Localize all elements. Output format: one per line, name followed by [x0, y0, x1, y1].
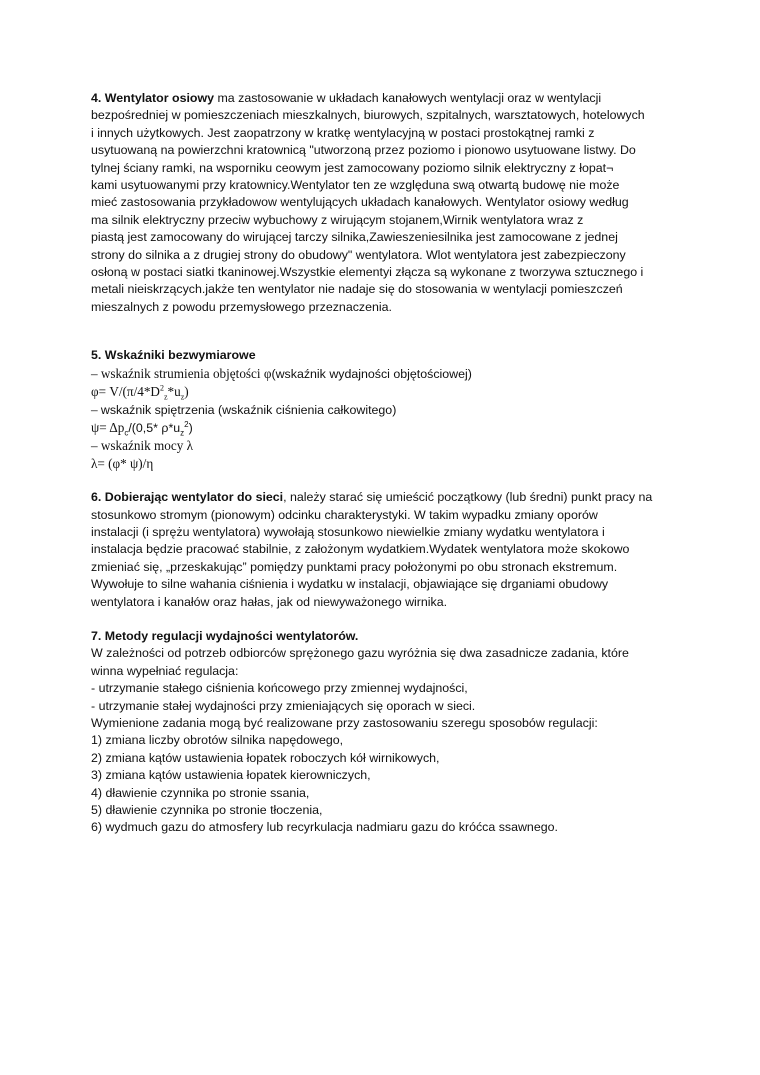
- paragraph-line: usytuowaną na powierzchni kratownicą "utworzoną przez poziomo i pionowo usytuowane listwy. Do: [91, 143, 636, 158]
- paragraph-line: 4. Wentylator osiowy ma zastosowanie w układach kanałowych wentylacji oraz w wentylacji: [91, 91, 602, 105]
- paragraph-line: zmieniać się, „przeskakując” pomiędzy punktami pracy położonymi po obu stronach ekstremum.: [91, 559, 618, 574]
- paragraph-line: mieć zastosowania przykładowow wentylujących układach kanałowych. Wentylator osiowy według: [91, 195, 629, 210]
- list-item: 6) wydmuch gazu do atmosfery lub recyrkulacja nadmiaru gazu do króćca ssawnego.: [91, 820, 558, 835]
- section-6-paragraph: [91, 489, 681, 611]
- section-7-heading: 7. Metody regulacji wydajności wentylatorów.: [91, 628, 359, 643]
- list-item: 1) zmiana liczby obrotów silnika napędowego,: [91, 733, 344, 748]
- section-6-heading: 6. Dobierając wentylator do sieci: [91, 490, 284, 505]
- paragraph-line: piastą jest zamocowany do wirującej tarczy silnika,Zawieszeniesilnika jest zamocowane z jednej: [91, 230, 618, 245]
- paragraph-line: Wywołuje to silne wahania ciśnienia i wydatku w instalacji, objawiające się drganiami obudowy: [91, 577, 609, 592]
- list-item: 3) zmiana kątów ustawienia łopatek kierowniczych,: [91, 768, 371, 783]
- paragraph-line: i innych użytkowych. Jest zaopatrzony w kratkę wentylacyjną w postaci prostokątnej ramki z: [91, 125, 595, 140]
- paragraph-line: wentylatora i kanałów oraz hałas, jak od niewyważonego wirnika.: [91, 594, 448, 609]
- formula-flow: $\varphi= V/(\pi/4*D^2_z*u_z)$: [91, 383, 189, 402]
- section-5-heading: 5. Wskaźniki bezwymiarowe: [91, 348, 256, 363]
- paragraph-line: mieszalnych z powodu przemysłowego przeznaczenia.: [91, 299, 392, 314]
- paragraph-line: osłoną w postaci siatki tkaninowej.Wszystkie elementyi złącza są wykonane z tworzywa sztucznego i: [91, 265, 644, 280]
- paragraph-line: instalacji (i sprężu wentylatora) wywołają stosunkowo niewielkie zmiany wydatku wentylatora i: [91, 524, 605, 539]
- paragraph-line: 6. Dobierając wentylator do sieci, należy starać się umieścić początkowy (lub średni) punkt pracy na: [91, 490, 653, 505]
- paragraph-line: winna wypełniać regulacja:: [91, 663, 239, 678]
- list-item: 4) dławienie czynnika po stronie ssania,: [91, 785, 310, 800]
- formula-pressure: $\psi= \Delta p_c/(0,5*$ $\rho*u_z^2$): [91, 419, 193, 438]
- page-content: [91, 90, 681, 837]
- section-4-paragraph: [91, 90, 681, 316]
- spacer: [91, 611, 681, 628]
- spacer: [91, 316, 681, 347]
- paragraph-line: ma silnik elektryczny przeciw wybuchowy z wirującym stojanem,Wirnik wentylatora wraz z: [91, 212, 584, 227]
- paragraph-line: W zależności od potrzeb odbiorców sprężonego gazu wyróżnia się dwa zasadnicze zadania, które: [91, 646, 629, 661]
- paragraph-line: tylnej ściany ramki, na wsporniku ceowym jest zamocowany poziomo silnik elektryczny z łopat¬: [91, 160, 614, 175]
- paragraph-line: metali nieiskrzących.jakże ten wentylator nie nadaje się do stosowania w wentylacji pomieszczeń: [91, 282, 623, 297]
- section-5-block: [91, 347, 681, 472]
- section-4-heading: 4. Wentylator osiowy: [91, 91, 215, 105]
- paragraph-line: Wymienione zadania mogą być realizowane przy zastosowaniu szeregu sposobów regulacji:: [91, 716, 598, 730]
- index-item-power: – wskaźnik mocy λ: [91, 438, 193, 454]
- list-item: 5) dławienie czynnika po stronie tłoczenia,: [91, 803, 323, 818]
- paragraph-line: kami usytuowanymi przy kratownicy.Wentylator ten ze względuna swą otwartą budowę nie może: [91, 178, 620, 193]
- spacer: [91, 472, 681, 489]
- list-item: 2) zmiana kątów ustawienia łopatek roboczych kół wirnikowych,: [91, 750, 440, 765]
- section-7-block: [91, 628, 681, 837]
- paragraph-line: instalacja będzie pracować stabilnie, z założonym wydatkiem.Wydatek wentylatora może skokowo: [91, 542, 630, 557]
- formula-power: λ= (φ* ψ)/η: [91, 455, 154, 471]
- paragraph-line: bezpośredniej w pomieszczeniach mieszkalnych, biurowych, szpitalnych, warsztatowych, hotelowych: [91, 108, 645, 123]
- list-item: - utrzymanie stałej wydajności przy zmieniających się oporach w sieci.: [91, 698, 476, 713]
- paragraph-line: strony do silnika a z drugiej strony do obudowy" wentylatora. Wlot wentylatora jest zabezpieczony: [91, 247, 626, 262]
- index-item-pressure: – wskaźnik spiętrzenia (wskaźnik ciśnienia całkowitego): [91, 401, 397, 417]
- index-item-flow: – wskaźnik strumienia objętości φ(wskaźnik wydajności objętościowej): [91, 365, 472, 381]
- list-item: - utrzymanie stałego ciśnienia końcowego przy zmiennej wydajności,: [91, 681, 468, 696]
- paragraph-line: stosunkowo stromym (pionowym) odcinku charakterystyki. W takim wypadku zmiany oporów: [91, 507, 598, 522]
